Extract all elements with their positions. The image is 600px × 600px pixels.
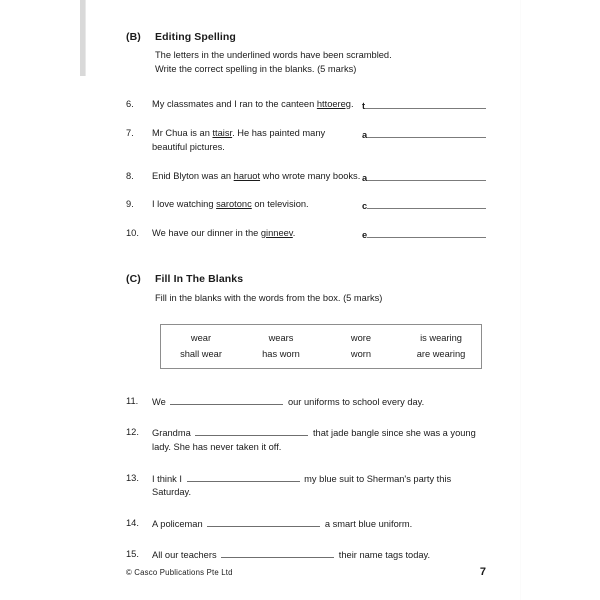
answer-blank-line[interactable] [367, 199, 486, 209]
scrambled-word: ginneev [260, 227, 293, 238]
scrambled-word: haruot [233, 170, 261, 181]
question-body [152, 170, 362, 184]
question-body [152, 127, 362, 154]
question-row [126, 517, 486, 532]
word-bank-row [161, 330, 481, 346]
question-row [126, 98, 486, 112]
question-body [152, 227, 362, 241]
answer-blank-line[interactable] [365, 99, 486, 109]
question-row [126, 127, 486, 154]
word-bank-item[interactable]: shall wear [180, 348, 222, 359]
answer-cell [362, 127, 486, 140]
scrambled-word: sarotonc [216, 199, 252, 210]
question-body [152, 548, 486, 563]
answer-cell [362, 198, 486, 211]
section-c-letter: (C) [126, 273, 141, 286]
answer-cell [362, 98, 486, 111]
question-text-after: who wrote many books. [260, 170, 361, 181]
question-number: 10. [126, 227, 139, 238]
question-text-after: . [350, 98, 354, 109]
question-text-after: . He has painted many beautiful pictures. [152, 128, 326, 152]
word-bank-item[interactable]: wear [190, 332, 212, 343]
word-bank-item[interactable]: worn [350, 348, 372, 359]
answer-hint-letter: a [362, 130, 368, 141]
question-text-block [126, 198, 362, 212]
question-row [126, 426, 486, 454]
question-body [152, 98, 362, 112]
question-text-block [126, 170, 362, 184]
page-number: 7 [479, 566, 486, 578]
question-text-block [126, 227, 362, 241]
question-body [152, 426, 486, 454]
answer-hint-letter: a [362, 172, 368, 183]
section-b-intro-line-1: The letters in the underlined words have been scrambled. [155, 50, 392, 60]
question-number: 13. [126, 472, 139, 483]
question-number: 9. [126, 199, 134, 210]
question-text-before: Enid Blyton was an [152, 170, 232, 181]
question-number: 6. [126, 98, 134, 109]
question-body [152, 198, 362, 212]
answer-cell [362, 170, 486, 183]
question-text-after: their name tags today. [338, 550, 431, 561]
word-bank-item[interactable]: wore [350, 332, 372, 343]
answer-blank-line[interactable] [367, 171, 486, 181]
section-c-title: Fill In The Blanks [155, 273, 244, 286]
word-bank-item[interactable]: has worn [262, 348, 300, 359]
word-bank-item[interactable]: wears [268, 332, 294, 343]
paper-edge [520, 0, 521, 600]
question-text-block [126, 98, 362, 112]
scrambled-word: ttaisr [212, 128, 233, 139]
question-text-before: All our teachers [152, 550, 217, 561]
word-bank-item[interactable]: are wearing [416, 348, 466, 359]
section-c-heading [126, 273, 486, 285]
question-number: 7. [126, 128, 134, 139]
question-number: 15. [126, 549, 139, 560]
question-row [126, 227, 486, 241]
answer-blank-line[interactable] [367, 128, 486, 138]
section-b-letter: (B) [126, 31, 141, 43]
question-text-before: Grandma [152, 428, 191, 439]
word-bank-item[interactable]: is wearing [420, 332, 462, 343]
answer-hint-letter: t [362, 100, 366, 111]
question-number: 8. [126, 170, 134, 181]
answer-hint-letter: c [362, 201, 368, 212]
question-text-after: on television. [251, 199, 309, 210]
question-body [152, 395, 486, 410]
question-text-before: I think I [152, 473, 182, 484]
section-b-heading [126, 31, 486, 43]
fill-blank-line[interactable] [170, 395, 283, 405]
word-bank-box [160, 324, 482, 369]
question-text-block [126, 127, 362, 154]
answer-hint-letter: e [362, 229, 368, 240]
question-text-after: my blue suit to Sherman's party this Saturday. [152, 473, 452, 498]
question-text-after: a smart blue uniform. [324, 518, 413, 529]
question-number: 12. [126, 427, 139, 438]
page-footer [126, 566, 486, 578]
section-c-intro-line-1: Fill in the blanks with the words from the box. (5 marks) [155, 293, 383, 304]
question-body [152, 517, 486, 532]
question-row [126, 395, 486, 410]
question-number: 11. [126, 395, 139, 406]
question-text-after: that jade bangle since she was a young lady. She has never taken it off. [152, 428, 476, 452]
question-text-after: our uniforms to school every day. [287, 396, 425, 407]
copyright-notice: © Casco Publications Pte Ltd [126, 568, 233, 577]
question-text-before: Mr Chua is an [152, 128, 210, 139]
answer-cell [362, 227, 486, 240]
question-text-before: A policeman [152, 518, 203, 529]
fill-blank-line[interactable] [221, 548, 334, 558]
page-content [126, 0, 486, 563]
question-text-before: I love watching [152, 199, 214, 210]
section-b-intro-line-2: Write the correct spelling in the blanks. (5 marks) [155, 64, 357, 75]
fill-blank-line[interactable] [207, 517, 320, 527]
fill-blank-line[interactable] [195, 426, 308, 436]
word-bank-row [161, 346, 481, 362]
section-b-title: Editing Spelling [155, 31, 236, 43]
question-text-before: We [152, 396, 166, 407]
question-row [126, 170, 486, 184]
question-body [152, 472, 486, 500]
binding-shadow-bar [80, 0, 86, 76]
question-text-after: . [292, 227, 296, 238]
question-row [126, 198, 486, 212]
question-text-before: My classmates and I ran to the canteen [152, 98, 315, 109]
question-number: 14. [126, 517, 139, 528]
question-row [126, 472, 486, 500]
fill-blank-line[interactable] [187, 472, 300, 482]
scrambled-word: httoereg [316, 98, 351, 109]
question-row [126, 548, 486, 563]
answer-blank-line[interactable] [367, 228, 486, 238]
question-text-before: We have our dinner in the [152, 227, 259, 238]
